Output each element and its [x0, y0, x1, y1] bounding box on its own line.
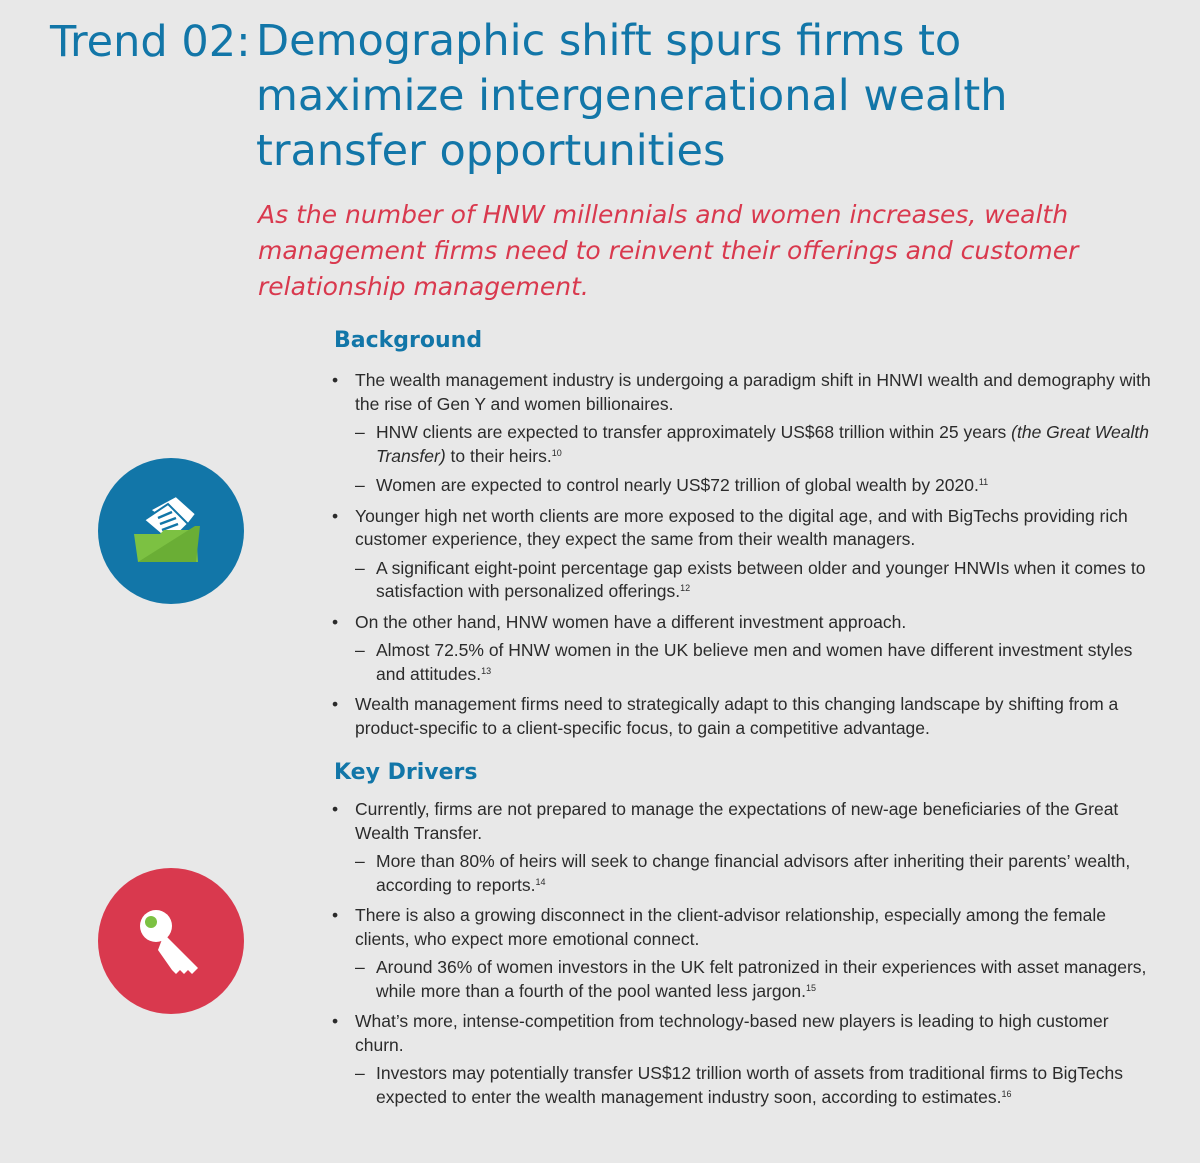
- sub-bullet-list: [355, 639, 1152, 686]
- background-bullet-list: [332, 369, 1152, 747]
- sub-bullet-item: [355, 1062, 1152, 1109]
- sub-bullet-list: [355, 956, 1152, 1003]
- sub-bullet-text: HNW clients are expected to transfer approximately US$68 trillion within 25 years: [376, 422, 1012, 442]
- sub-bullet-list: [355, 850, 1152, 897]
- sub-bullet-list: [355, 1062, 1152, 1109]
- footnote-ref: 11: [978, 477, 989, 487]
- page-subtitle: As the number of HNW millennials and women increases, wealth management firms need to reinvent their offerings and customer relationship management.: [258, 200, 1079, 301]
- bullet-item: [332, 904, 1152, 1003]
- sub-bullet-list: [355, 557, 1152, 604]
- footnote-ref: 10: [551, 447, 562, 458]
- sub-bullet-item: [355, 421, 1152, 468]
- bullet-item: [332, 369, 1152, 498]
- trend-label: Trend 02:: [50, 17, 251, 67]
- sub-bullet-item: [355, 557, 1152, 604]
- footnote-ref: 12: [680, 583, 691, 593]
- dash-marker: –: [355, 557, 365, 578]
- bullet-item: [332, 1010, 1152, 1109]
- footnote-ref: 14: [535, 876, 546, 887]
- sub-bullet-tail-text: to their heirs.: [445, 445, 552, 466]
- sub-bullet-item: [355, 850, 1152, 897]
- bullet-item: [332, 505, 1152, 604]
- key-drivers-heading: Key Drivers: [334, 760, 478, 785]
- sub-bullet-text: Around 36% of women investors in the UK felt patronized in their experiences with asset managers, while more than a fourth of the pool wanted less jargon.: [376, 957, 1147, 1001]
- bullet-text: There is also a growing disconnect in the client-advisor relationship, especially among the female clients, who expect more emotional connect.: [355, 905, 1106, 949]
- sub-bullet-text: Almost 72.5% of HNW women in the UK believe men and women have different investment styles and attitudes.: [376, 640, 1133, 684]
- sub-bullet-text: Investors may potentially transfer US$12 trillion worth of assets from traditional firms to BigTechs expected to enter the wealth management industry soon, according to estimates.: [376, 1063, 1123, 1107]
- bullet-text: Younger high net worth clients are more exposed to the digital age, and with BigTechs providing rich customer experience, they expect the same from their wealth managers.: [355, 505, 1128, 549]
- sub-bullet-text: Women are expected to control nearly US$72 trillion of global wealth by 2020.: [376, 475, 979, 495]
- page-title: Demographic shift spurs firms to maximize intergenerational wealth transfer opportunities: [256, 16, 1008, 176]
- bullet-marker: •: [332, 694, 339, 714]
- dash-marker: –: [355, 957, 365, 977]
- bullet-item: [332, 693, 1152, 740]
- dash-marker: –: [355, 422, 365, 442]
- footnote-ref: 15: [805, 982, 816, 993]
- folder-documents-icon: [98, 458, 244, 604]
- dash-marker: –: [355, 640, 365, 660]
- footnote-ref: 16: [1001, 1088, 1012, 1099]
- sub-bullet-italic-text: (the Great Wealth Transfer): [376, 422, 1149, 466]
- background-heading: Background: [334, 328, 483, 353]
- sub-bullet-text: More than 80% of heirs will seek to change financial advisors after inheriting their parents’ wealth, according to reports.: [376, 851, 1131, 895]
- sub-bullet-text: A significant eight-point percentage gap exists between older and younger HNWIs when it comes to satisfaction with personalized offerings.: [376, 557, 1146, 601]
- sub-bullet-item: [355, 639, 1152, 686]
- key-icon: [98, 868, 244, 1014]
- bullet-marker: •: [332, 505, 339, 526]
- bullet-text: Wealth management firms need to strategically adapt to this changing landscape by shifting from a product-specific to a client-specific focus, to gain a competitive advantage.: [355, 694, 1119, 738]
- dash-marker: –: [355, 475, 365, 495]
- bullet-text: What’s more, intense-competition from technology-based new players is leading to high customer churn.: [355, 1011, 1109, 1055]
- bullet-text: Currently, firms are not prepared to manage the expectations of new-age beneficiaries of the Great Wealth Transfer.: [355, 799, 1119, 843]
- sub-bullet-list: [355, 421, 1152, 498]
- bullet-marker: •: [332, 905, 339, 925]
- sub-bullet-item: [355, 956, 1152, 1003]
- bullet-item: [332, 798, 1152, 897]
- dash-marker: –: [355, 851, 365, 871]
- bullet-text: On the other hand, HNW women have a different investment approach.: [355, 611, 907, 632]
- sub-bullet-item: [355, 474, 1152, 498]
- bullet-marker: •: [332, 370, 339, 390]
- bullet-marker: •: [332, 1011, 339, 1031]
- bullet-marker: •: [332, 799, 339, 819]
- bullet-item: [332, 611, 1152, 687]
- bullet-marker: •: [332, 611, 339, 632]
- bullet-text: The wealth management industry is undergoing a paradigm shift in HNWI wealth and demography with the rise of Gen Y and women billionaires.: [355, 370, 1151, 414]
- footnote-ref: 13: [481, 665, 492, 676]
- key-drivers-bullet-list: [332, 798, 1152, 1116]
- dash-marker: –: [355, 1063, 365, 1083]
